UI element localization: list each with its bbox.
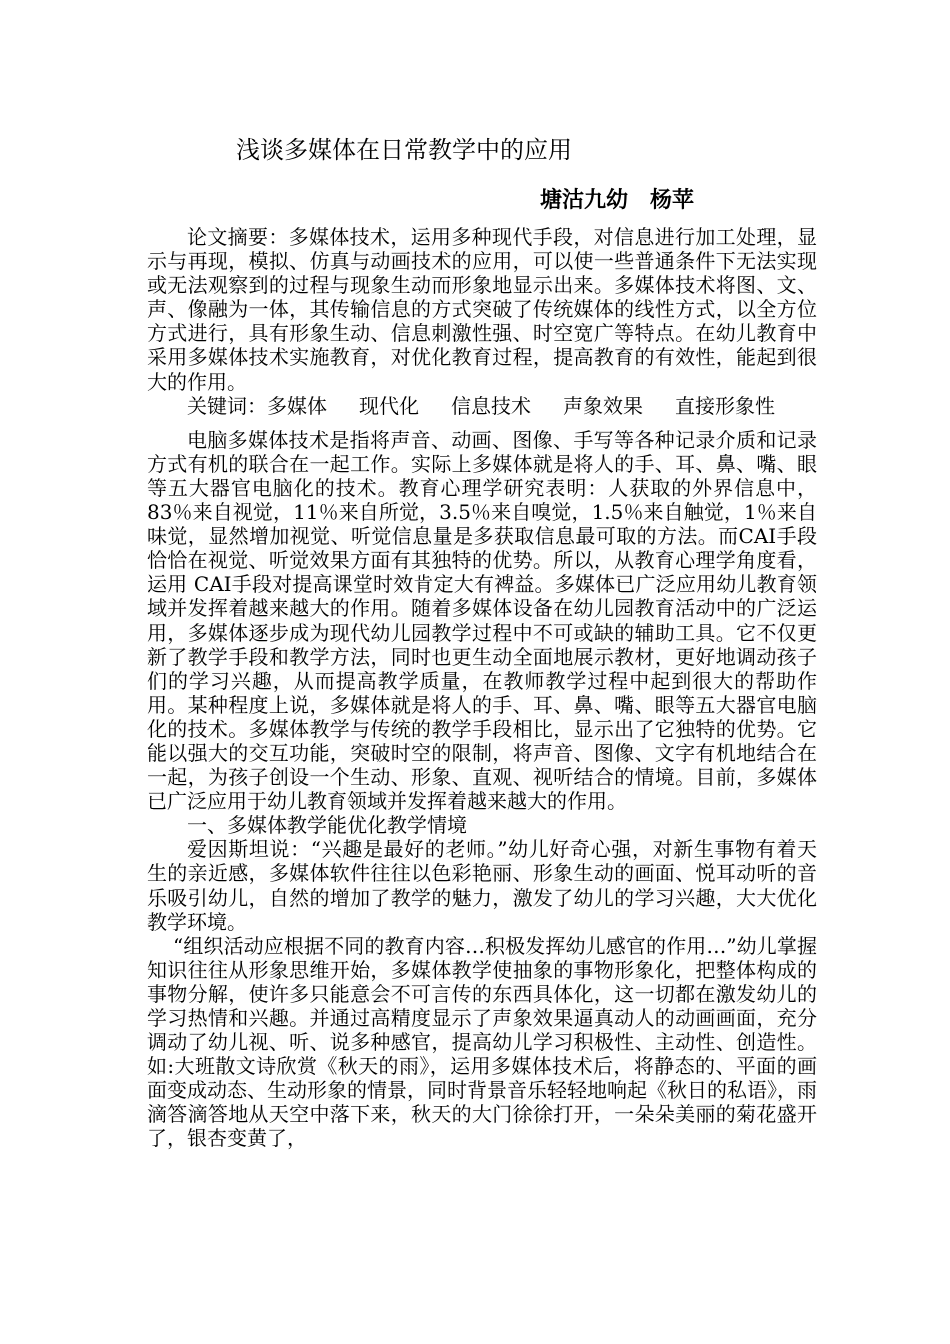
document-title: 浅谈多媒体在日常教学中的应用	[236, 136, 572, 164]
spacer	[147, 418, 817, 428]
document-body	[147, 225, 817, 1151]
body-paragraph: 爱因斯坦说：“兴趣是最好的老师。”幼儿好奇心强，对新生事物有着天生的亲近感，多媒体软件往往以色彩艳丽、形象生动的画面、悦耳动听的音乐吸引幼儿，自然的增加了教学的魅力，激发了幼儿的学习兴趣，大大优化教学环境。	[147, 837, 817, 934]
keywords-label: 关键词：	[187, 393, 267, 418]
body-paragraph: “组织活动应根据不同的教育内容…积极发挥幼儿感官的作用…”幼儿掌握知识往往从形象思维开始，多媒体教学使抽象的事物形象化，把整体构成的事物分解，使许多只能意会不可言传的东西具体化，这一切都在激发幼儿的学习热情和兴趣。并通过高精度显示了声象效果逼真动人的动画画面，充分调动了幼儿视、听、说多种感官，提高幼儿学习积极性、主动性、创造性。如:大班散文诗欣赏《秋天的雨》，运用多媒体技术后，将静态的、平面的画面变成动态、生动形象的情景，同时背景音乐轻轻地响起《秋日的私语》，雨滴答滴答地从天空中落下来，秋天的大门徐徐打开，一朵朵美丽的菊花盛开了，银杏变黄了，	[147, 933, 817, 1151]
keywords-line	[147, 394, 817, 418]
section-heading: 一、多媒体教学能优化教学情境	[187, 813, 467, 838]
keyword: 现代化	[359, 393, 419, 418]
keyword: 直接形象性	[675, 393, 775, 418]
body-paragraph: 电脑多媒体技术是指将声音、动画、图像、手写等各种记录介质和记录方式有机的联合在一起工作。实际上多媒体就是将人的手、耳、鼻、嘴、眼等五大器官电脑化的技术。教育心理学研究表明：人获取的外界信息中，83％来自视觉，11％来自所觉，3.5％来自嗅觉，1.5％来自触觉，1％来自味觉，显然增加视觉、听觉信息量是多获取信息最可取的方法。而CAI手段恰恰在视觉、听觉效果方面有其独特的优势。所以，从教育心理学角度看，运用 CAI手段对提高课堂时效肯定大有裨益。多媒体已广泛应用幼儿教育领域并发挥着越来越大的作用。随着多媒体设备在幼儿园教育活动中的广泛运用，多媒体逐步成为现代幼儿园教学过程中不可或缺的辅助工具。它不仅更新了教学手段和教学方法，同时也更生动全面地展示教材，更好地调动孩子们的学习兴趣，从而提高教学质量，在教师教学过程中起到很大的帮助作用。某种程度上说，多媒体就是将人的手、耳、鼻、嘴、眼等五大器官电脑化的技术。多媒体教学与传统的教学手段相比，显示出了它独特的优势。它能以强大的交互功能，突破时空的限制，将声音、图像、文字有机地结合在一起，为孩子创设一个生动、形象、直观、视听结合的情境。目前，多媒体已广泛应用于幼儿教育领域并发挥着越来越大的作用。	[147, 427, 817, 814]
keyword: 声象效果	[563, 393, 643, 418]
author-line: 塘沽九幼 杨苹	[540, 188, 695, 213]
abstract-paragraph: 论文摘要：多媒体技术，运用多种现代手段，对信息进行加工处理，显示与再现，模拟、仿真与动画技术的应用，可以使一些普通条件下无法实现或无法观察到的过程与现象生动而形象地显示出来。多媒体技术将图、文、声、像融为一体，其传输信息的方式突破了传统媒体的线性方式，以全方位方式进行，具有形象生动、信息刺激性强、时空宽广等特点。在幼儿教育中采用多媒体技术实施教育，对优化教育过程，提高教育的有效性，能起到很大的作用。	[147, 225, 817, 394]
keyword: 信息技术	[451, 393, 531, 418]
keyword: 多媒体	[267, 393, 327, 418]
